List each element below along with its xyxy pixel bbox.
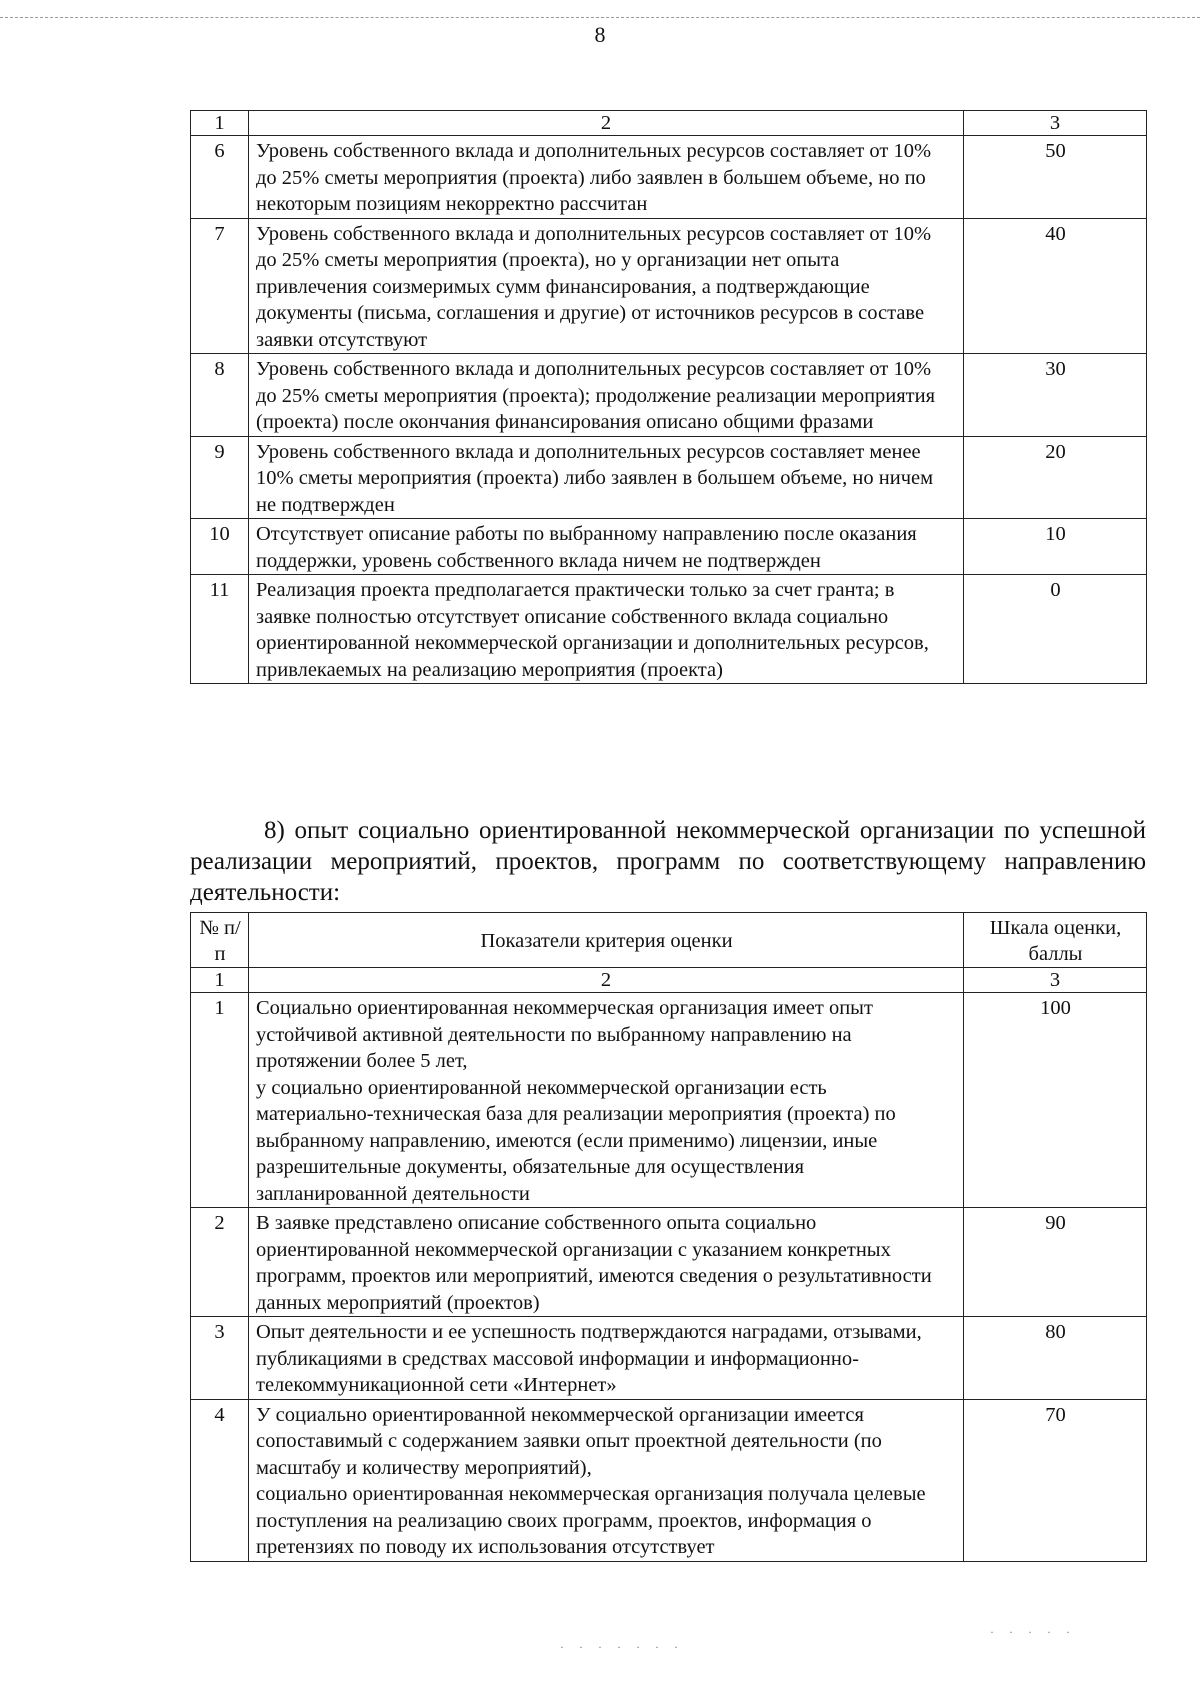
row-criterion-part: у социально ориентированной некоммерческой организации есть материально-техническая база для реализации мероприятия (проекта) по выбранному направлению, имеются (если применимо) лицензии, иные разрешительные документы, обязательные для осуществления запланированной деятельности	[256, 1076, 896, 1205]
row-number: 2	[191, 1208, 249, 1317]
row-number: 4	[191, 1399, 249, 1561]
page-number: 8	[594, 22, 606, 47]
column-number: 1	[191, 968, 249, 993]
row-criterion	[249, 1399, 964, 1561]
row-criterion: Реализация проекта предполагается практически только за счет гранта; в заявке полностью отсутствует описание собственного вклада социально ориентированной некоммерческой организации и дополнительных ресурсов, привлекаемых на реализацию мероприятия (проекта)	[249, 575, 964, 684]
row-number: 10	[191, 519, 249, 575]
scan-noise: · · · · ·	[990, 1625, 1076, 1639]
criteria-table-own-contribution	[190, 110, 1147, 684]
table-row	[191, 136, 1147, 219]
table-row	[191, 1317, 1147, 1400]
row-score: 100	[964, 993, 1147, 1208]
row-number: 11	[191, 575, 249, 684]
row-score: 50	[964, 136, 1147, 219]
header-number: № п/п	[191, 913, 249, 968]
row-criterion: Уровень собственного вклада и дополнительных ресурсов составляет от 10% до 25% сметы мероприятия (проекта) либо заявлен в большем объеме, но по некоторым позициям некорректно рассчитан	[249, 136, 964, 219]
table-row	[191, 575, 1147, 684]
row-criterion: В заявке представлено описание собственного опыта социально ориентированной некоммерческой организации с указанием конкретных программ, проектов или мероприятий, имеются сведения о результативности данных мероприятий (проектов)	[249, 1208, 964, 1317]
column-number: 3	[964, 111, 1147, 136]
table-header-row	[191, 913, 1147, 968]
row-criterion-part: У социально ориентированной некоммерческой организации имеется сопоставимый с содержанием заявки опыт проектной деятельности (по масштабу и количеству мероприятий),	[256, 1403, 882, 1479]
row-criterion	[249, 993, 964, 1208]
column-number-row	[191, 968, 1147, 993]
header-criteria: Показатели критерия оценки	[249, 913, 964, 968]
column-number: 2	[249, 968, 964, 993]
row-score: 10	[964, 519, 1147, 575]
row-number: 1	[191, 993, 249, 1208]
row-score: 40	[964, 218, 1147, 354]
row-criterion: Уровень собственного вклада и дополнительных ресурсов составляет от 10% до 25% сметы мероприятия (проекта); продолжение реализации мероприятия (проекта) после окончания финансирования описано общими фразами	[249, 354, 964, 437]
column-number: 1	[191, 111, 249, 136]
row-score: 90	[964, 1208, 1147, 1317]
row-score: 30	[964, 354, 1147, 437]
row-criterion: Опыт деятельности и ее успешность подтверждаются наградами, отзывами, публикациями в средствах массовой информации и информационно-телекоммуникационной сети «Интернет»	[249, 1317, 964, 1400]
column-number: 2	[249, 111, 964, 136]
column-number-row	[191, 111, 1147, 136]
table-row	[191, 519, 1147, 575]
table-row	[191, 993, 1147, 1208]
row-number: 9	[191, 436, 249, 519]
scan-top-border	[0, 17, 1200, 18]
row-score: 20	[964, 436, 1147, 519]
row-score: 80	[964, 1317, 1147, 1400]
row-score: 70	[964, 1399, 1147, 1561]
table-row	[191, 1208, 1147, 1317]
row-number: 8	[191, 354, 249, 437]
row-number: 7	[191, 218, 249, 354]
row-criterion-part: Социально ориентированная некоммерческая организация имеет опыт устойчивой активной деятельности по выбранному направлению на протяжении более 5 лет,	[256, 997, 873, 1072]
row-criterion: Отсутствует описание работы по выбранному направлению после оказания поддержки, уровень собственного вклада ничем не подтвержден	[249, 519, 964, 575]
criteria-table-experience	[190, 912, 1147, 1562]
table-row	[191, 436, 1147, 519]
table-row	[191, 218, 1147, 354]
table-row	[191, 354, 1147, 437]
row-criterion-part: социально ориентированная некоммерческая организация получала целевые поступления на реализацию своих программ, проектов, информация о претензиях по поводу их использования отсутствует	[256, 1483, 926, 1558]
row-score: 0	[964, 575, 1147, 684]
header-scale: Шкала оценки, баллы	[964, 913, 1147, 968]
row-number: 6	[191, 136, 249, 219]
scan-noise: · · · · · · ·	[560, 1640, 684, 1654]
table-row	[191, 1399, 1147, 1561]
row-criterion: Уровень собственного вклада и дополнительных ресурсов составляет менее 10% сметы мероприятия (проекта) либо заявлен в большем объеме, но ничем не подтвержден	[249, 436, 964, 519]
section-paragraph	[190, 815, 1146, 908]
section-paragraph-text: 8) опыт социально ориентированной некоммерческой организации по успешной реализации мероприятий, проектов, программ по соответствующему направлению деятельности:	[190, 817, 1146, 906]
row-criterion: Уровень собственного вклада и дополнительных ресурсов составляет от 10% до 25% сметы мероприятия (проекта), но у организации нет опыта привлечения соизмеримых сумм финансирования, а подтверждающие документы (письма, соглашения и другие) от источников ресурсов в составе заявки отсутствуют	[249, 218, 964, 354]
column-number: 3	[964, 968, 1147, 993]
row-number: 3	[191, 1317, 249, 1400]
